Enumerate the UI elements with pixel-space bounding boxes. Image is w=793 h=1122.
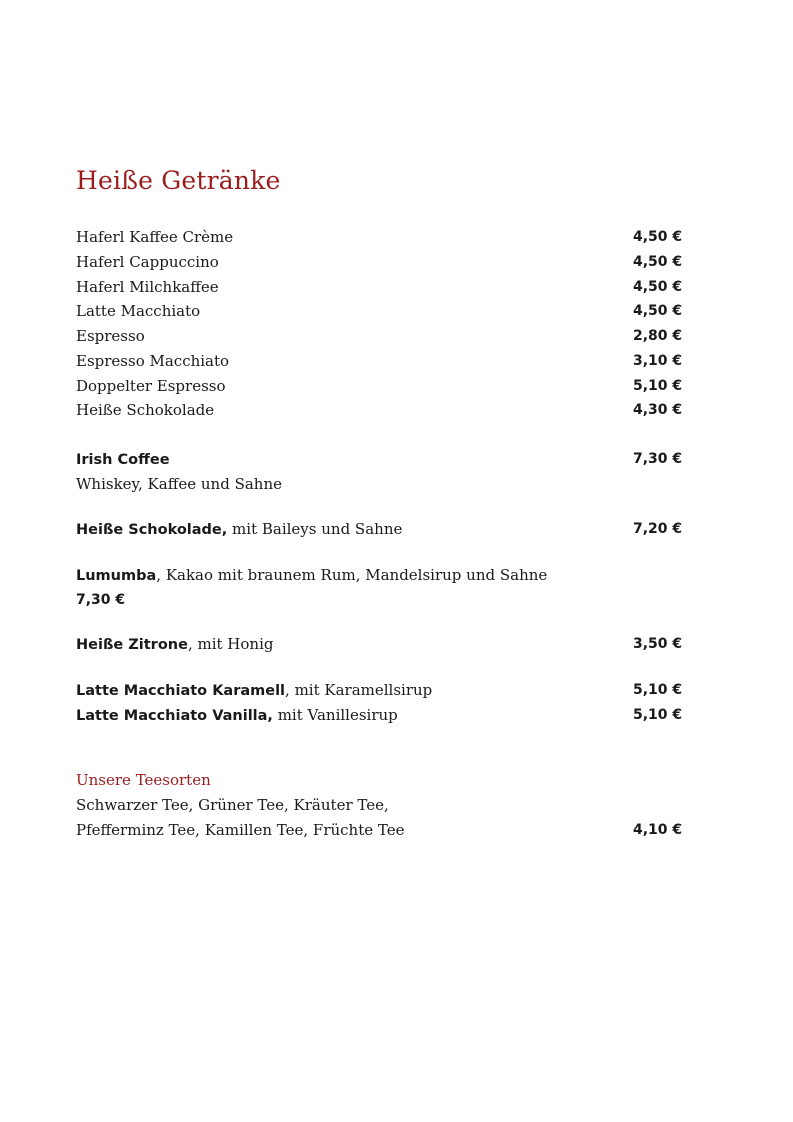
menu-item-name: Doppelter Espresso [76, 377, 226, 395]
menu-item-price: 4,50 € [633, 254, 683, 270]
menu-item-name: Heiße Schokolade, [76, 522, 228, 538]
menu-item-price: 4,50 € [633, 279, 683, 295]
menu-item-price: 5,10 € [633, 378, 683, 394]
menu-item-price: 4,30 € [633, 402, 683, 418]
menu-item-name: Heiße Schokolade [76, 401, 215, 419]
menu-item-price: 7,30 € [76, 592, 126, 608]
menu-item-price: 2,80 € [633, 328, 683, 344]
menu-item-name: Espresso [76, 327, 145, 345]
menu-item-description: mit Baileys und Sahne [227, 520, 403, 538]
menu-item-name: Latte Macchiato Karamell [76, 683, 286, 699]
menu-item-description: mit Vanillesirup [272, 706, 398, 724]
menu-item-name: Latte Macchiato [76, 302, 201, 320]
menu-item-name: Heiße Zitrone [76, 637, 188, 653]
menu-item-name: Irish Coffee [76, 452, 170, 468]
menu-item-description: Whiskey, Kaffee und Sahne [76, 475, 282, 493]
irish-coffee-item [76, 447, 170, 471]
lumumba-item [76, 563, 547, 587]
menu-item-price: 3,50 € [633, 636, 683, 652]
menu-item-price: 5,10 € [633, 707, 683, 723]
menu-item-description: , mit Karamellsirup [285, 681, 433, 699]
menu-item-price: 4,50 € [633, 229, 683, 245]
menu-item-name: Lumumba [76, 568, 157, 584]
hot-lemon-item [76, 632, 273, 656]
menu-item-price: 4,10 € [633, 822, 683, 838]
latte-vanilla-item [76, 703, 398, 727]
menu-item-price: 7,30 € [633, 451, 683, 467]
tea-list-line: Schwarzer Tee, Grüner Tee, Kräuter Tee, [76, 796, 389, 814]
menu-item-name: Latte Macchiato Vanilla, [76, 708, 273, 724]
menu-item-price: 3,10 € [633, 353, 683, 369]
menu-item-name: Haferl Kaffee Crème [76, 228, 234, 246]
menu-item-price: 5,10 € [633, 682, 683, 698]
hot-chocolate-baileys-item [76, 517, 402, 541]
menu-item-name: Espresso Macchiato [76, 352, 230, 370]
menu-item-name: Haferl Milchkaffee [76, 278, 219, 296]
menu-item-price: 7,20 € [633, 521, 683, 537]
tea-section-title: Unsere Teesorten [76, 771, 211, 789]
menu-item-price: 4,50 € [633, 303, 683, 319]
menu-item-name: Haferl Cappuccino [76, 253, 219, 271]
menu-item-description: , Kakao mit braunem Rum, Mandelsirup und Sahne [156, 566, 548, 584]
menu-item-description: , mit Honig [187, 635, 274, 653]
tea-list-line: Pfefferminz Tee, Kamillen Tee, Früchte Tee [76, 821, 405, 839]
page-title: Heiße Getränke [76, 166, 281, 195]
latte-caramel-item [76, 678, 432, 702]
